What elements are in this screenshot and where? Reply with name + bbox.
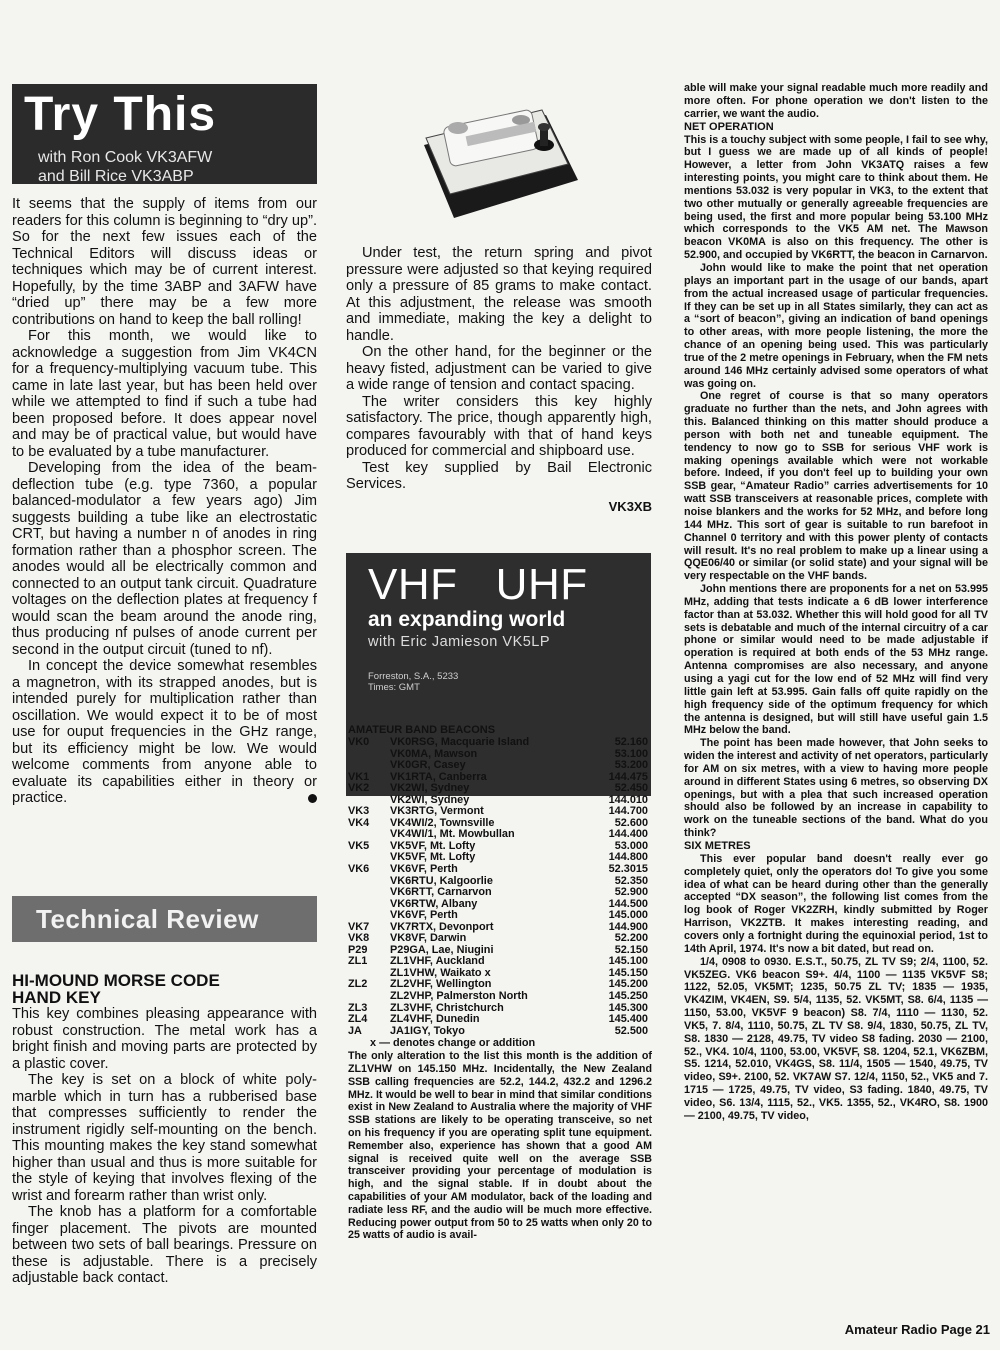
- net-paragraph: John would like to make the point that net operation plays an important part in the usage of our bands, apart from the actual increased usage of particular frequencies. If they can be set up in all States similarly, they can act as a “sort of beacon”, giving an indication of band openings to other areas, with more people listening, the more the chance of an opening being used. This was particularly true of the 2 metre openings in February, when the FM nets around 146 MHz certainly advised some operators of what was going on.: [684, 261, 988, 390]
- beacon-region: VK7: [348, 920, 370, 933]
- page-footer: Amateur Radio Page 21: [844, 1322, 990, 1337]
- try-this-paragraph: Developing from the idea of the beam-deflection tube (e.g. type 7360, a popular balanced-modulator a few years ago) Jim suggests building a tube like an electrostatic CRT, but having a number n of anodes in ring formation rather than a phosphor screen. The anodes would all be electrically common and connected to an output tank circuit. Quadrature voltages on the deflection plates at frequency f would scan the beam around the anode ring, thus producing nf pulses of anode current per second in the output circuit (tuned to nf).: [12, 460, 317, 658]
- beacon-region: ZL4: [348, 1013, 368, 1026]
- beacon-station: VK2WI, Sydney: [390, 793, 470, 806]
- beacon-station: ZL4VHF, Dunedin: [390, 1013, 480, 1026]
- try-this-paragraph: In concept the device somewhat resembles a magnetron, with its strapped anodes, but is intended purely for multiplication rather than oscillation. We would expect it to be of most use for ouput frequencies in the GHz range, but its efficiency might be low. We would welcome comments from anyone able to evaluate its capabilities either in theory or practice.: [12, 658, 317, 806]
- beacon-region: [348, 887, 390, 899]
- tech-review-heading: HAND KEY: [12, 988, 101, 1007]
- try-this-byline-1: with Ron Cook VK3AFW: [38, 149, 213, 166]
- beacon-freq: 145.300: [608, 1001, 648, 1014]
- vhf-byline: with Eric Jamieson VK5LP: [368, 634, 551, 650]
- beacon-station: VK6RTU, Kalgoorlie: [390, 874, 493, 887]
- beacon-region: ZL3: [348, 1001, 368, 1014]
- beacon-station: JA1IGY, Tokyo: [390, 1024, 465, 1037]
- beacon-freq: 52.150: [614, 943, 648, 956]
- tech-review-paragraph: The writer considers this key highly satisfactory. The price, though apparently high, compares favourably with that of hand keys produced for commercial and shipboard use.: [346, 393, 652, 459]
- beacon-freq: 52.3015: [608, 863, 648, 876]
- try-this-byline-2: and Bill Rice VK3ABP: [38, 168, 194, 185]
- right-column: [684, 82, 988, 1123]
- signature: VK3XB: [608, 498, 652, 514]
- beacon-region: VK1: [348, 770, 370, 783]
- try-this-paragraph: For this month, we would like to acknowledge a suggestion from Jim VK4CN for a frequency-multiplying vacuum tube. This came in late last year, but has been held over while we attempted to find if such a tube had been proposed before. It does appear novel and may be of practical value, but would have to be evaluated by a tube manufacturer.: [12, 328, 317, 460]
- beacon-region: P29: [348, 943, 368, 956]
- tech-review-paragraph: Test key supplied by Bail Electronic Services.: [346, 459, 652, 492]
- beacon-freq: 144.800: [608, 851, 648, 864]
- beacon-region: [348, 876, 390, 888]
- beacon-station: VK2WI, Sydney: [390, 782, 470, 795]
- net-operation-heading: NET OPERATION: [684, 120, 774, 133]
- beacon-freq: 145.000: [608, 909, 648, 922]
- net-paragraph: The point has been made however, that John seeks to widen the interest and activity of net operators, particularly for AM on six metres, with a view to having more people around in different States using 6 metres, so observing DX openings, but with a plea that such increased operation should also be followed by an increase in capability to work on the tuneable sections of the band. What do you think?: [684, 737, 988, 840]
- beacon-station: VK6VF, Perth: [390, 863, 458, 876]
- try-this-column: [12, 84, 317, 807]
- beacons-table: [348, 737, 648, 1037]
- beacon-station: VK4WI/1, Mt. Mowbullan: [390, 828, 515, 841]
- beacon-freq: 52.160: [614, 736, 648, 748]
- beacons-heading: AMATEUR BAND BEACONS: [348, 724, 496, 736]
- beacon-station: VK3RTG, Vermont: [390, 805, 484, 818]
- beacon-row: [348, 991, 648, 1003]
- beacon-station: VK6RTT, Carnarvon: [390, 886, 492, 899]
- beacon-region: VK2: [348, 782, 370, 795]
- tech-review-column: [12, 896, 317, 1287]
- beacon-station: VK0GR, Casey: [390, 759, 466, 772]
- beacon-row: [348, 783, 648, 795]
- beacon-station: ZL2VHF, Wellington: [390, 978, 492, 991]
- beacon-region: VK6: [348, 863, 370, 876]
- beacon-freq: 144.010: [608, 793, 648, 806]
- tech-review-paragraph: Under test, the return spring and pivot pressure were adjusted so that keying required only a pressure of 85 grams to make contact. At this adjustment, the release was smooth and immediate, making the key a delight to handle.: [346, 245, 652, 344]
- beacon-station: VK0MA, Mawson: [390, 747, 478, 760]
- beacon-station: VK7RTX, Devonport: [390, 920, 494, 933]
- beacon-freq: 145.100: [608, 955, 648, 968]
- beacon-region: [348, 749, 390, 761]
- six-log: 1/4, 0908 to 0930. E.S.T., 50.75, ZL TV S9; 2/4, 1100, 52. VK5ZEG. VK6 beacon S9+. 4/4, 1100 — 1135 VK5VF S8; 1122, 52.05, VK5MT; 1235, 50.75 ZL TV; 1835 — 1935, VK4ZIM, VK4EN, S9. 5/4, 1135, 52. VK5MT, S8. 6/4, 1135 — 1150, 53.00, VK5VF 9 beacon) S8. 7/4, 1110 — 1130, 52. VK5, 7. 8/4, 1110, 50.75, ZL TV S8. 9/4, 1830, 50.75, ZL TV, S8. 1830 — 2128, 49.75, TV video S8 fading. 2030 — 2100, 52., VK4. 10/4, 1100, 53.00, VK5VF, S8. 1204, 52.1, VK6ZBM, S5. 1214, 52.010, VK4GS, S8. 11/4, 1505 — 1540, 49.75, TV video, S9+. 2100, 52. VK7AW S7. 12/4, 1150, 52., VK5 and 7. 1715 — 1725, 49.75, TV video, S3 fading. 1840, 49.75, TV video, S6. 13/4, 1115, 52., VK5. 1355, 52., VK4RO, S8. 1900 — 2100, 49.75, TV video,: [684, 955, 988, 1122]
- beacon-station: ZL3VHF, Christchurch: [390, 1001, 504, 1014]
- beacon-freq: 53.200: [614, 759, 648, 772]
- beacon-row: [348, 760, 648, 772]
- beacon-freq: 145.150: [608, 966, 648, 979]
- beacon-freq: 53.000: [614, 839, 648, 852]
- beacon-station: VK5VF, Mt. Lofty: [390, 851, 476, 864]
- beacon-station: VK8VF, Darwin: [390, 932, 467, 945]
- tech-review-paragraph: The key is set on a block of white poly-marble which in turn has a rubberised base that compresses sufficiently to render the instrument rigidly self-mounting on the bench. This mounting makes the key stand somewhat higher than usual and thus is more suitable for the style of keying that involves flexing of the wrist and forearm rather than wrist only.: [12, 1072, 317, 1204]
- morse-key-photo: [346, 80, 652, 230]
- beacon-station: ZL1VHF, Auckland: [390, 955, 485, 968]
- vhf-paragraph: The only alteration to the list this month is the addition of ZL1VHW on 145.150 MHz. Incidentally, the New Zealand SSB calling frequencies are 52.2, 144.2, 432.2 and 1296.2 MHz. It would be well to bear in mind that similar conditions exist in New Zealand to Australia where the majority of VHF SSB stations are likely to be operating transceive, so net on his frequency if you are operating split tune equipment. Remember also, experience has shown that a good AM signal is received quite well on the average SSB transceiver providing your percentage of modulation is high, and the signal stable. If in doubt about the capabilities of your AM modulator, back of the loading and radiate less RF, and the audio will be much more effective. Reducing power output from 50 to 25 watts when only 20 to 25 watts of audio is avail-: [348, 1050, 652, 1242]
- vhf-title: VHF UHF: [368, 560, 588, 609]
- beacon-station: VK6VF, Perth: [390, 909, 458, 922]
- beacon-station: VK1RTA, Canberra: [390, 770, 487, 783]
- beacon-row: [348, 737, 648, 749]
- tech-review-heading: HI-MOUND MORSE CODE: [12, 971, 220, 990]
- beacon-region: ZL1: [348, 955, 368, 968]
- vhf-subtitle: an expanding world: [368, 608, 566, 631]
- beacon-freq: 52.500: [614, 1024, 648, 1037]
- beacon-region: [348, 899, 390, 911]
- beacon-freq: 144.475: [608, 770, 648, 783]
- vhf-paragraph: able will make your signal readable much more readily and more often. For phone operation we don't listen to the carrier, we want the audio.: [684, 82, 988, 120]
- beacon-freq: 53.100: [614, 747, 648, 760]
- beacon-station: VK4WI/2, Townsville: [390, 816, 495, 829]
- net-paragraph: This is a touchy subject with some people, I fail to see why, but I guess we are made up of all kinds of people! However, a letter from John VK3ATQ raises a few interesting points, you might care to think about them. He mentions 53.032 is very popular in VK3, to the extent that two other mutually or generally agreeable frequencies are being used, the first and more popular being 53.100 MHz which corresponds to the VK5 AM net. The Mawson beacon VK0MA is also on this frequency. The other is 52.900, and occupied by VK6RTT, the beacon in Carnarvon.: [684, 133, 988, 262]
- beacon-region: [348, 760, 390, 772]
- net-paragraph: One regret of course is that so many operators graduate no further than the nets, and John agrees with this. Balanced thinking on this matter should produce a person with both net and tuneable equipment. The tendency to now go to SSB for serious VHF work is making openings available which were not workable before. Indeed, if you don't feel up to building your own SSB gear, “Amateur Radio” carries advertisements for 10 watt SSB transceivers at reasonable prices, complete with noise blankers and the works for 52 MHz, and before long 144 MHz. This sort of gear is suitable to run barefoot in Channel 0 territory and with this power plenty of contacts will result. It's no real problem to make up a linear using a QQE06/40 or similar (or solid state) and your signal will be very respectable on the VHF bands.: [684, 390, 988, 583]
- vhf-address: Forreston, S.A., 5233: [368, 671, 459, 682]
- beacon-freq: 144.500: [608, 897, 648, 910]
- beacon-region: VK3: [348, 805, 370, 818]
- beacon-freq: 52.600: [614, 816, 648, 829]
- beacon-station: VK0RSG, Macquarie Island: [390, 736, 530, 748]
- tech-review-paragraph: On the other hand, for the beginner or the heavy fisted, adjustment can be varied to give a wide range of tension and contact spacing.: [346, 344, 652, 393]
- beacon-row: [348, 887, 648, 899]
- tech-review-paragraph: The knob has a platform for a comfortable finger placement. The pivots are mounted between two sets of ball bearings. Pressure on these is adjustable. There is a precisely adjustable back contact.: [12, 1204, 317, 1286]
- tech-review-paragraph: This key combines pleasing appearance with robust construction. The metal work has a bright finish and moving parts are protected by a plastic cover.: [12, 1006, 317, 1072]
- bullet-icon: [308, 794, 317, 803]
- middle-column: [346, 80, 652, 1242]
- beacons-legend: x — denotes change or addition: [370, 1037, 536, 1050]
- beacon-freq: 52.450: [614, 782, 648, 795]
- beacon-region: VK4: [348, 816, 370, 829]
- try-this-paragraph: It seems that the supply of items from our readers for this column is beginning to “dry up”. So for the next few issues each of the Technical Editors will discuss ideas or techniques which may be of current interest. Hopefully, by the time 3ABP and 3AFW have “dried up” there may be a few more contributions on hand to keep the ball rolling!: [12, 196, 317, 328]
- vhf-times: Times: GMT: [368, 682, 420, 693]
- beacon-station: VK6RTW, Albany: [390, 897, 478, 910]
- beacon-row: [348, 1026, 648, 1038]
- beacon-region: VK5: [348, 839, 370, 852]
- beacon-station: ZL2VHP, Palmerston North: [390, 990, 528, 1003]
- beacon-row: [348, 864, 648, 876]
- six-paragraph: This ever popular band doesn't really ever go completely quiet, only the operators do! To give you some idea of what can be heard during other than the generally accepted “DX season”, the following list comes from the log book of Roger VK2ZRH, kindly submitted by Roger Harrison, VK2ZTB. It makes interesting reading, and covers only a fortnight during the equinoxial period, 1st to 14th April, 1974. It's now a bit dated, but read on.: [684, 852, 988, 955]
- beacon-region: VK0: [348, 736, 370, 748]
- beacon-freq: 145.400: [608, 1013, 648, 1026]
- beacon-region: ZL2: [348, 978, 368, 991]
- six-metres-heading: SIX METRES: [684, 839, 751, 852]
- beacon-freq: 52.200: [614, 932, 648, 945]
- beacon-freq: 144.700: [608, 805, 648, 818]
- beacon-freq: 144.900: [608, 920, 648, 933]
- net-paragraph: John mentions there are proponents for a net on 53.995 MHz, adding that tests indicate a 6 dB lower interference factor than at 53.032. Whether this will hold good for all TV sets is debatable and much of the internal circuitry of a car phone or similar would need to be made adjustable if operation is required at both ends of the 53 MHz range. Antenna compromises are also necessary, and anyone using a yagi cut for the low end of 52 MHz will find very little gain left at 53.995. Gain falls off quite rapidly on the high frequency side of the optimum frequency for which the antenna is designed, but will still have useful gain 1.5 MHz below the band.: [684, 583, 988, 737]
- beacon-freq: 144.400: [608, 828, 648, 841]
- beacon-row: [348, 1014, 648, 1026]
- morse-key-photo: [346, 80, 652, 230]
- try-this-banner: [12, 84, 317, 184]
- tech-review-banner: Technical Review: [12, 896, 317, 942]
- beacon-freq: 52.350: [614, 874, 648, 887]
- beacon-freq: 145.200: [608, 978, 648, 991]
- try-this-title: Try This: [24, 88, 217, 141]
- beacon-station: ZL1VHW, Waikato x: [390, 966, 491, 979]
- beacon-station: VK5VF, Mt. Lofty: [390, 839, 476, 852]
- beacon-region: JA: [348, 1024, 362, 1037]
- beacon-region: VK8: [348, 932, 370, 945]
- beacon-freq: 52.900: [614, 886, 648, 899]
- beacon-station: P29GA, Lae, Niugini: [390, 943, 494, 956]
- beacon-freq: 145.250: [608, 990, 648, 1003]
- beacon-region: [348, 991, 390, 1003]
